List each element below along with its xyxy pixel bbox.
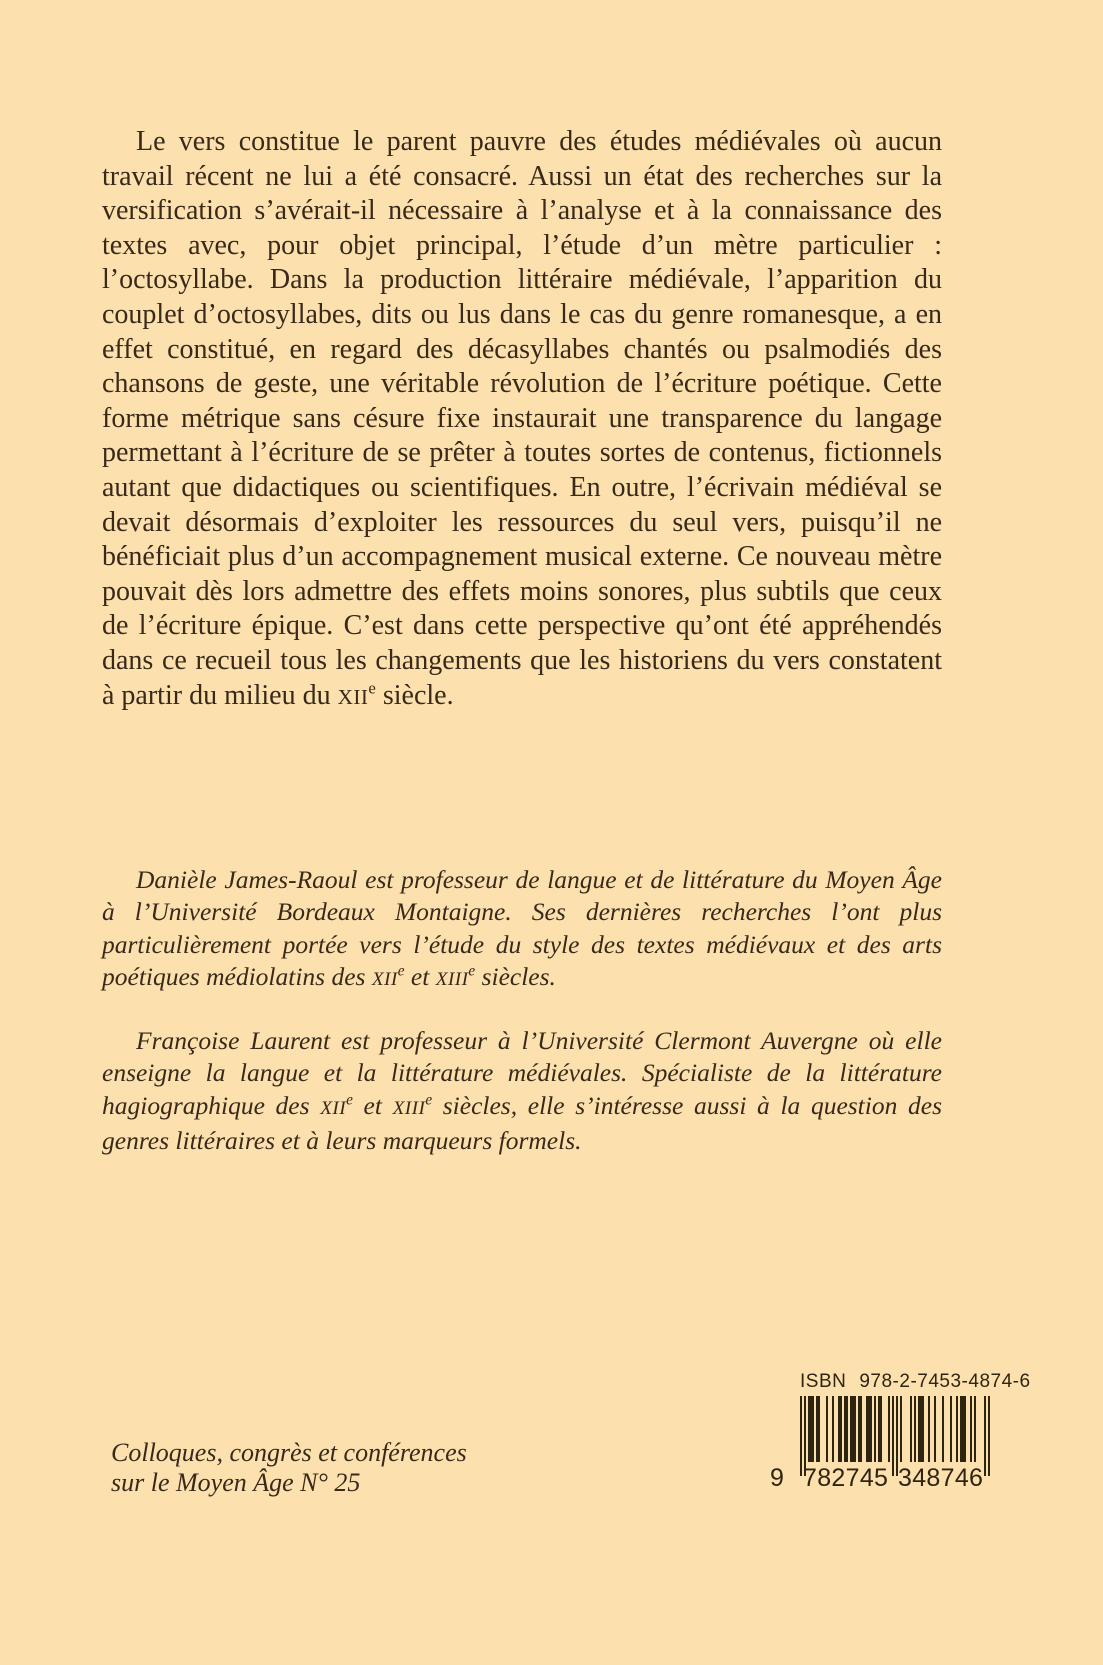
superscript-text: e: [397, 962, 405, 980]
superscript-text: e: [425, 1091, 433, 1109]
barcode-bar: [970, 1396, 972, 1462]
smallcaps-text: XII: [320, 1097, 347, 1119]
isbn-line: [800, 1371, 1031, 1393]
barcode-bar: [922, 1396, 924, 1462]
barcode-bar: [846, 1396, 848, 1462]
author-bio-laurent: [102, 1025, 942, 1158]
text-segment: Danièle James-Raoul est professeur de langue et de littérature du Moyen Âge à l’Université Bordeaux Montaigne. Ses dernières recherches l’ont plus particulièrement portée vers l’étude du style des textes médiévaux et des arts poétiques médiolatins des: [102, 864, 942, 992]
series-title: [111, 1438, 467, 1498]
barcode-bar: [854, 1396, 856, 1462]
smallcaps-text: XIII: [435, 969, 469, 991]
barcode-bar: [800, 1396, 802, 1476]
barcode-bar: [934, 1396, 936, 1462]
barcode-bar: [870, 1396, 872, 1462]
barcode-bar: [914, 1396, 916, 1462]
text-segment: et: [352, 1090, 393, 1120]
barcode-bar: [812, 1396, 814, 1462]
superscript-text: e: [346, 1091, 353, 1109]
series-title-line2: sur le Moyen Âge N° 25: [111, 1468, 361, 1497]
text-segment: Le vers constitue le parent pauvre des études médiévales où aucun travail récent ne lui a été consacré. Aussi un état des recherches sur la versification s’avérait-il nécessaire à l’analyse et à la connaissance des textes avec, pour objet principal, l’étude d’un mètre particulier : l’octosyllabe. Dans la production littéraire médiévale, l’apparition du couplet d’octosyllabes, dits ou lus dans le cas du genre romanesque, a en effet constitué, en regard des décasyllabes chantés ou psalmodiés des chansons de geste, une véritable révolution de l’écriture poétique. Cette forme métrique sans césure fixe instaurait une transparence du langage permettant à l’écriture de se prêter à toutes sortes de contenus, fictionnels autant que didactiques ou scientifiques. En outre, l’écrivain médiéval se devait désormais d’exploiter les ressources du seul vers, puisqu’il ne bénéficiait plus d’un accompagnement musical externe. Ce nouveau mètre pouvait dès lors admettre des effets moins sonores, plus subtils que ceux de l’écriture épique. C’est dans cette perspective qu’ont été appréhendés dans ce recueil tous les changements que les historiens du vers constatent à partir du milieu du: [102, 126, 942, 711]
barcode-bar: [928, 1396, 930, 1462]
barcode-bar: [892, 1396, 894, 1476]
barcode-bar: [900, 1396, 902, 1462]
series-title-line1: Colloques, congrès et conférences: [111, 1438, 467, 1467]
barcode-bar: [888, 1396, 890, 1462]
barcode-bar: [964, 1396, 966, 1462]
blurb-paragraph: [102, 125, 942, 714]
barcode-bar: [956, 1396, 958, 1462]
barcode-bar: [950, 1396, 952, 1462]
barcode-bar: [826, 1396, 828, 1462]
text-segment: siècle.: [375, 679, 454, 711]
isbn-number: 978-2-7453-4874-6: [859, 1371, 1031, 1392]
text-segment: siècles, elle s’intéresse aussi à la question des genres littéraires et à leurs marqueurs formels.: [102, 1090, 942, 1156]
barcode-digit-first: 9: [770, 1464, 784, 1492]
superscript-text: e: [468, 962, 476, 980]
barcode-bar: [880, 1396, 882, 1462]
superscript-text: e: [368, 678, 376, 698]
barcode-bar: [818, 1396, 820, 1462]
text-segment: Françoise Laurent est professeur à l’Université Clermont Auvergne où elle enseigne la langue et la littérature médiévales. Spécialiste de la littérature hagiographique des: [102, 1025, 942, 1120]
barcode-digits-left-group: 782745: [803, 1464, 889, 1492]
barcode-bar: [860, 1396, 862, 1462]
smallcaps-text: XII: [337, 684, 369, 709]
barcode-bar: [832, 1396, 834, 1462]
barcode-bar: [988, 1396, 990, 1476]
barcode-digits-right-group: 348746: [898, 1464, 984, 1492]
barcode-bar: [840, 1396, 842, 1462]
barcode-bar: [984, 1396, 986, 1476]
smallcaps-text: XIII: [392, 1097, 426, 1119]
isbn-label: ISBN: [800, 1371, 847, 1392]
author-bio-james-raoul: [102, 864, 942, 997]
text-segment: siècles.: [475, 962, 556, 992]
smallcaps-text: XII: [371, 969, 398, 991]
barcode-bar: [874, 1396, 876, 1462]
barcode-bar: [942, 1396, 944, 1462]
barcode-bar: [910, 1396, 912, 1462]
barcode-bar: [974, 1396, 976, 1462]
text-segment: et: [404, 962, 436, 992]
